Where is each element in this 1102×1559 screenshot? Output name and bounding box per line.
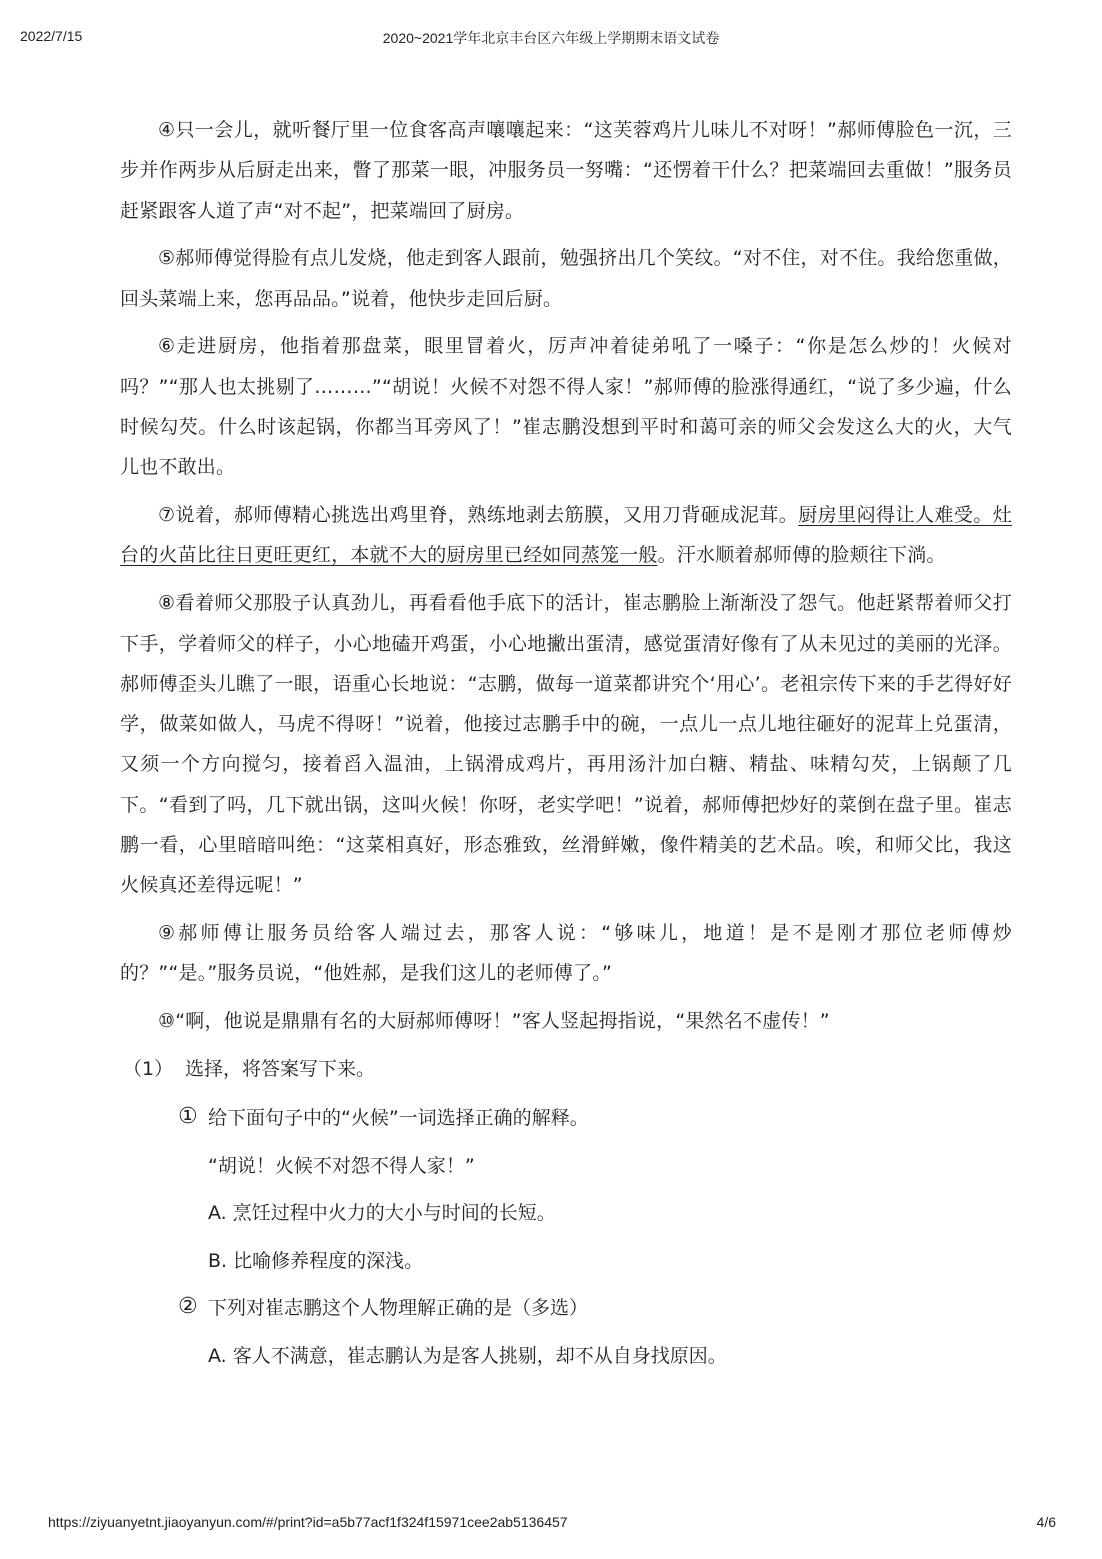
print-date: 2022/7/15 [20, 28, 83, 44]
paragraph-7 [120, 495, 1012, 576]
paragraph-7-end: 。汗水顺着郝师傅的脸颊往下淌。 [657, 544, 946, 567]
sub-question-marker: ① [178, 1104, 198, 1130]
exam-content [120, 110, 1012, 1377]
question-number: （1） [123, 1058, 174, 1081]
page-number: 4/6 [1036, 1514, 1056, 1530]
question-prompt: 选择，将答案写下来。 [185, 1058, 376, 1081]
paragraph-6: ⑥走进厨房，他指着那盘菜，眼里冒着火，厉声冲着徒弟吼了一嗓子：“你是怎么炒的！火候对吗？”“那人也太挑剔了………”“胡说！火候不对怨不得人家！”郝师傅的脸涨得通红，“说了多少遍，什么时候勾芡。什么时该起锅，你都当耳旁风了！”崔志鹏没想到平时和蔼可亲的师父会发这么大的火，大气儿也不敢出。 [120, 335, 1012, 479]
paragraph-8: ⑧看着师父那股子认真劲儿，再看看他手底下的活计，崔志鹏脸上渐渐没了怨气。他赶紧帮着师父打下手，学着师父的样子，小心地磕开鸡蛋，小心地撇出蛋清，感觉蛋清好像有了从未见过的美丽的光泽。郝师傅歪头儿瞧了一眼，语重心长地说：“志鹏，做每一道菜都讲究个‘用心’。老祖宗传下来的手艺得好好学，做菜如做人，马虎不得呀！”说着，他接过志鹏手中的碗，一点儿一点儿地往砸好的泥茸上兑蛋清，又须一个方向搅匀，接着舀入温油，上锅滑成鸡片，再用汤汁加白糖、精盐、味精勾芡，上锅颠了几下。“看到了吗，几下就出锅，这叫火候！你呀，老实学吧！”说着，郝师傅把炒好的菜倒在盘子里。崔志鹏一看，心里暗暗叫绝：“这菜相真好，形态雅致，丝滑鲜嫩，像件精美的艺术品。唉，和师父比，我这火候真还差得远呢！” [120, 592, 1012, 897]
sub-question-text: 下列对崔志鹏这个人物理解正确的是（多选） [208, 1297, 589, 1320]
sub-question-text: 给下面句子中的“火候”一词选择正确的解释。 [208, 1107, 589, 1130]
sub-question-marker: ② [178, 1294, 198, 1320]
option-a: A. 客人不满意，崔志鹏认为是客人挑剔，却不从自身找原因。 [208, 1344, 727, 1367]
sub-question-2 [178, 1288, 1012, 1329]
question-1 [123, 1049, 1012, 1090]
underlined-sentence: 厨房里闷得让人难受。灶台的火苗比往日更旺更红，本就不大的厨房里已经如同蒸笼一般 [120, 504, 1012, 567]
paragraph-5: ⑤郝师傅觉得脸有点儿发烧，他走到客人跟前，勉强挤出几个笑纹。“对不住，对不住。我给您重做，回头菜端上来，您再品品。”说着，他快步走回后厨。 [120, 247, 1012, 310]
page-url: https://ziyuanyetnt.jiaoyanyun.com/#/print?id=a5b77acf1f324f15971cee2ab5136457 [48, 1514, 568, 1530]
option-a: A. 烹饪过程中火力的大小与时间的长短。 [208, 1202, 556, 1225]
quoted-sentence: “胡说！火候不对怨不得人家！” [208, 1154, 475, 1177]
sub-question-1 [178, 1098, 1012, 1139]
option-b: B. 比喻修养程度的深浅。 [208, 1249, 424, 1272]
paragraph-9: ⑨郝师傅让服务员给客人端过去，那客人说：“够味儿，地道！是不是刚才那位老师傅炒的？”“是。”服务员说，“他姓郝，是我们这儿的老师傅了。” [120, 922, 1012, 985]
document-title: 2020~2021学年北京丰台区六年级上学期期末语文试卷 [382, 30, 720, 46]
paragraph-7-start: ⑦说着，郝师傅精心挑选出鸡里脊，熟练地剥去筋膜，又用刀背砸成泥茸。 [158, 504, 799, 527]
paragraph-4: ④只一会儿，就听餐厅里一位食客高声嚷嚷起来：“这芙蓉鸡片儿味儿不对呀！”郝师傅脸色一沉，三步并作两步从后厨走出来，瞥了那菜一眼，冲服务员一努嘴：“还愣着干什么？把菜端回去重做！”服务员赶紧跟客人道了声“对不起”，把菜端回了厨房。 [120, 119, 1012, 222]
paragraph-10: ⑩“啊，他说是鼎鼎有名的大厨郝师傅呀！”客人竖起拇指说，“果然名不虚传！” [158, 1010, 830, 1033]
